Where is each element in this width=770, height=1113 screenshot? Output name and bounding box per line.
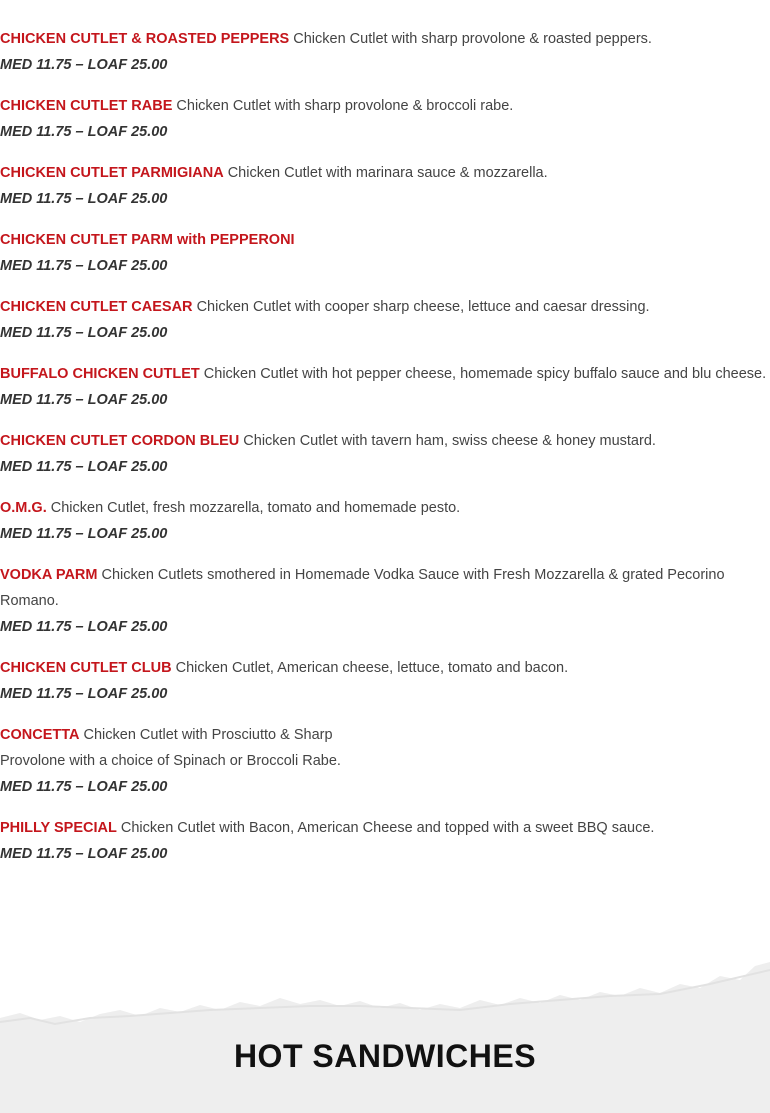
menu-item <box>0 294 770 346</box>
menu-item-name: CHICKEN CUTLET CORDON BLEU <box>0 433 240 449</box>
menu-item-price: MED 11.75 – LOAF 25.00 <box>0 191 168 207</box>
menu-item-price: MED 11.75 – LOAF 25.00 <box>0 846 168 862</box>
menu-item-description: Chicken Cutlet with marinara sauce & mozzarella. <box>227 165 548 181</box>
menu-item-name: PHILLY SPECIAL <box>0 820 117 836</box>
footer-band <box>0 958 770 1113</box>
menu-item-price: MED 11.75 – LOAF 25.00 <box>0 459 168 475</box>
menu-item-name: CONCETTA <box>0 727 80 743</box>
menu-item-description: Chicken Cutlet with tavern ham, swiss cheese & honey mustard. <box>243 433 656 449</box>
menu-item-text <box>0 227 770 253</box>
menu-item-price: MED 11.75 – LOAF 25.00 <box>0 124 168 140</box>
menu-item-text <box>0 562 770 614</box>
menu-item-name: CHICKEN CUTLET RABE <box>0 98 173 114</box>
menu-item-price: MED 11.75 – LOAF 25.00 <box>0 526 168 542</box>
menu-list <box>0 26 770 882</box>
menu-item-name: CHICKEN CUTLET PARM with PEPPERONI <box>0 232 295 248</box>
menu-item-text <box>0 361 770 387</box>
menu-item <box>0 227 770 279</box>
menu-item-name: O.M.G. <box>0 500 47 516</box>
menu-item-description: Chicken Cutlets smothered in Homemade Vodka Sauce with Fresh Mozzarella & grated Pecorino Romano. <box>0 567 725 609</box>
menu-item <box>0 361 770 413</box>
menu-item <box>0 495 770 547</box>
torn-edge-background <box>0 958 770 1113</box>
menu-item-text <box>0 294 770 320</box>
menu-item-name: CHICKEN CUTLET & ROASTED PEPPERS <box>0 31 290 47</box>
menu-item-price: MED 11.75 – LOAF 25.00 <box>0 779 168 795</box>
menu-item-text <box>0 428 770 454</box>
menu-item-name: CHICKEN CUTLET PARMIGIANA <box>0 165 224 181</box>
menu-item <box>0 562 770 640</box>
menu-item <box>0 722 770 800</box>
section-title-hot-sandwiches: HOT SANDWICHES <box>233 1038 537 1074</box>
menu-item-text <box>0 722 770 774</box>
menu-item-description: Chicken Cutlet with sharp provolone & roasted peppers. <box>293 31 652 47</box>
menu-item-price: MED 11.75 – LOAF 25.00 <box>0 686 168 702</box>
menu-item-text <box>0 93 770 119</box>
menu-item-text <box>0 160 770 186</box>
menu-item <box>0 655 770 707</box>
menu-item-name: CHICKEN CUTLET CAESAR <box>0 299 193 315</box>
menu-item <box>0 815 770 867</box>
menu-item-description: Chicken Cutlet, American cheese, lettuce, tomato and bacon. <box>175 660 569 676</box>
menu-item-text <box>0 815 770 841</box>
menu-item-price: MED 11.75 – LOAF 25.00 <box>0 57 168 73</box>
menu-item-description: Chicken Cutlet with Bacon, American Cheese and topped with a sweet BBQ sauce. <box>120 820 655 836</box>
menu-item-description: Chicken Cutlet with hot pepper cheese, homemade spicy buffalo sauce and blu cheese. <box>203 366 767 382</box>
menu-item-description: Chicken Cutlet with sharp provolone & broccoli rabe. <box>176 98 514 114</box>
menu-item <box>0 428 770 480</box>
menu-item-name: VODKA PARM <box>0 567 98 583</box>
menu-item <box>0 26 770 78</box>
menu-item-text <box>0 495 770 521</box>
menu-item-price: MED 11.75 – LOAF 25.00 <box>0 258 168 274</box>
menu-item-price: MED 11.75 – LOAF 25.00 <box>0 619 168 635</box>
menu-item-text <box>0 655 770 681</box>
menu-item-price: MED 11.75 – LOAF 25.00 <box>0 392 168 408</box>
menu-item <box>0 160 770 212</box>
menu-item <box>0 93 770 145</box>
menu-item-name: CHICKEN CUTLET CLUB <box>0 660 172 676</box>
menu-item-name: BUFFALO CHICKEN CUTLET <box>0 366 200 382</box>
menu-item-description: Chicken Cutlet with Prosciutto & Sharp Provolone with a choice of Spinach or Broccoli Rabe. <box>0 727 341 769</box>
menu-item-description: Chicken Cutlet, fresh mozzarella, tomato and homemade pesto. <box>50 500 461 516</box>
menu-item-text <box>0 26 770 52</box>
menu-item-description: Chicken Cutlet with cooper sharp cheese, lettuce and caesar dressing. <box>196 299 650 315</box>
menu-item-price: MED 11.75 – LOAF 25.00 <box>0 325 168 341</box>
